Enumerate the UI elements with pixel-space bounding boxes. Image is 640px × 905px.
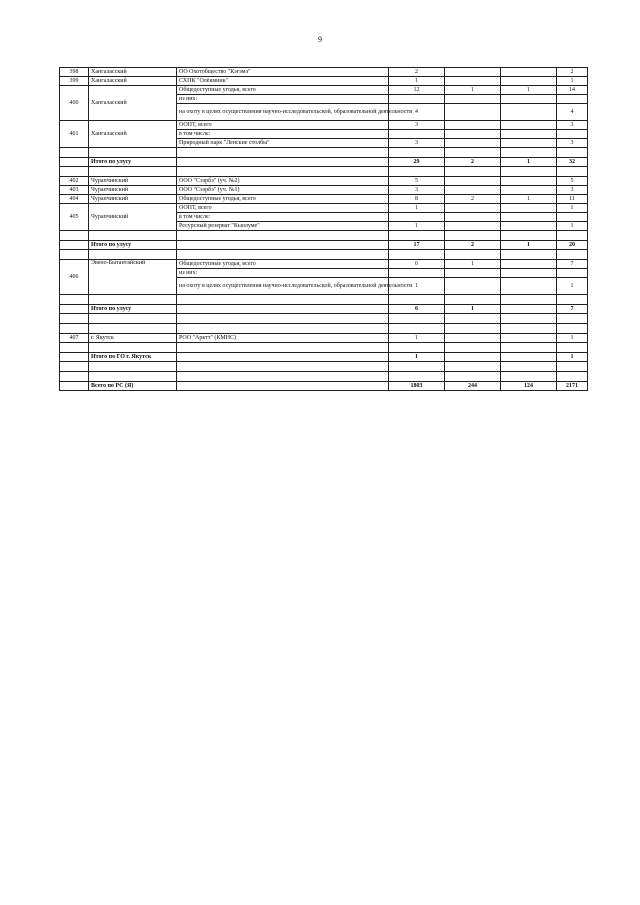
empty-row <box>60 362 588 372</box>
table-row <box>60 77 588 86</box>
row-number: 402 <box>60 177 89 186</box>
count-cell-2 <box>445 269 501 278</box>
table-row <box>60 204 588 213</box>
count-cell-3 <box>501 334 557 343</box>
ulus-cell: Чурапчинский <box>89 204 177 231</box>
empty-row <box>60 167 588 177</box>
total-cell: 20 <box>557 241 588 250</box>
organization-cell: ООПТ, всего <box>177 204 389 213</box>
empty-row <box>60 314 588 324</box>
row-number: 401 <box>60 121 89 148</box>
organization-cell: Общедоступные угодья, всего <box>177 195 389 204</box>
row-number: 407 <box>60 334 89 343</box>
count-cell-3 <box>501 269 557 278</box>
subtotal-label: Итого по ГО г. Якутск <box>89 353 177 362</box>
empty-row <box>60 231 588 241</box>
count-cell-3: 1 <box>501 195 557 204</box>
table-row <box>60 186 588 195</box>
total-cell: 1 <box>557 77 588 86</box>
count-cell-1 <box>389 269 445 278</box>
table-row <box>60 177 588 186</box>
total-cell <box>557 130 588 139</box>
table-row <box>60 195 588 204</box>
organization-cell: из них: <box>177 95 389 104</box>
total-cell: 3 <box>557 121 588 130</box>
total-cell: 3 <box>557 139 588 148</box>
count-cell-2 <box>445 121 501 130</box>
count-cell-2: 2 <box>445 158 501 167</box>
count-cell-3 <box>501 260 557 269</box>
organization-cell: Природный парк "Ленские столбы" <box>177 139 389 148</box>
subtotal-row <box>60 158 588 167</box>
count-cell-3: 1 <box>501 158 557 167</box>
count-cell-1: 6 <box>389 260 445 269</box>
count-cell-1 <box>389 95 445 104</box>
organization-cell: ОО Охотобщество "Кэгэмэ" <box>177 68 389 77</box>
empty-row <box>60 250 588 260</box>
count-cell-3 <box>501 278 557 295</box>
count-cell-3 <box>501 68 557 77</box>
row-number: 406 <box>60 260 89 295</box>
count-cell-1: 3 <box>389 121 445 130</box>
subtotal-label: Итого по улусу <box>89 241 177 250</box>
count-cell-2 <box>445 334 501 343</box>
ulus-cell: Эвено-Бытантайский <box>89 260 177 295</box>
count-cell-2: 1 <box>445 305 501 314</box>
count-cell-3: 124 <box>501 382 557 391</box>
count-cell-1: 1 <box>389 204 445 213</box>
count-cell-3 <box>501 95 557 104</box>
row-number: 404 <box>60 195 89 204</box>
subtotal-row <box>60 353 588 362</box>
total-cell: 7 <box>557 305 588 314</box>
count-cell-2 <box>445 68 501 77</box>
count-cell-3: 1 <box>501 86 557 95</box>
ulus-cell: Хангаласский <box>89 68 177 77</box>
count-cell-1: 1803 <box>389 382 445 391</box>
table-row <box>60 68 588 77</box>
subtotal-label: Итого по улусу <box>89 305 177 314</box>
table-row <box>60 121 588 130</box>
row-number: 405 <box>60 204 89 231</box>
ulus-cell: Хангаласский <box>89 121 177 148</box>
count-cell-3: 1 <box>501 241 557 250</box>
count-cell-2 <box>445 204 501 213</box>
total-cell: 3 <box>557 186 588 195</box>
organization-cell: ООПТ, всего <box>177 121 389 130</box>
table-row <box>60 260 588 269</box>
ulus-cell: Чурапчинский <box>89 186 177 195</box>
total-cell: 2 <box>557 68 588 77</box>
count-cell-2 <box>445 186 501 195</box>
count-cell-3 <box>501 121 557 130</box>
count-cell-1: 29 <box>389 158 445 167</box>
count-cell-1: 1 <box>389 353 445 362</box>
count-cell-1: 3 <box>389 139 445 148</box>
total-cell: 1 <box>557 334 588 343</box>
organization-cell: СХПК "Олёкминк" <box>177 77 389 86</box>
row-number: 403 <box>60 186 89 195</box>
count-cell-3 <box>501 104 557 121</box>
total-cell: 7 <box>557 260 588 269</box>
count-cell-1: 4 <box>389 104 445 121</box>
subtotal-row <box>60 241 588 250</box>
count-cell-1 <box>389 213 445 222</box>
total-cell: 1 <box>557 278 588 295</box>
count-cell-2: 244 <box>445 382 501 391</box>
count-cell-3 <box>501 177 557 186</box>
subtotal-label: Итого по улусу <box>89 158 177 167</box>
total-cell <box>557 213 588 222</box>
count-cell-2 <box>445 177 501 186</box>
total-cell: 5 <box>557 177 588 186</box>
empty-row <box>60 295 588 305</box>
subtotal-row <box>60 305 588 314</box>
count-cell-2: 2 <box>445 241 501 250</box>
ulus-cell: г. Якутск <box>89 334 177 343</box>
count-cell-3 <box>501 353 557 362</box>
total-cell <box>557 95 588 104</box>
count-cell-2 <box>445 77 501 86</box>
organization-cell: в том числе: <box>177 130 389 139</box>
count-cell-3 <box>501 222 557 231</box>
total-cell: 1 <box>557 204 588 213</box>
count-cell-3 <box>501 130 557 139</box>
count-cell-1: 1 <box>389 77 445 86</box>
organization-cell: в том числе: <box>177 213 389 222</box>
count-cell-2: 2 <box>445 195 501 204</box>
count-cell-2 <box>445 278 501 295</box>
page-number: 9 <box>318 35 322 44</box>
organization-cell: на охоту в целях осуществления научно-исследовательской, образовательной деятельности <box>177 104 389 121</box>
organization-cell: РОО "Арктт" (КМНС) <box>177 334 389 343</box>
count-cell-3 <box>501 77 557 86</box>
ulus-cell: Чурапчинский <box>89 195 177 204</box>
ulus-cell: Хангаласский <box>89 77 177 86</box>
total-cell: 32 <box>557 158 588 167</box>
count-cell-2: 1 <box>445 260 501 269</box>
organization-cell: Ресурсный резерват "Кыолуме" <box>177 222 389 231</box>
total-cell: 14 <box>557 86 588 95</box>
empty-row <box>60 324 588 334</box>
ulus-cell: Хангаласский <box>89 86 177 121</box>
empty-row <box>60 372 588 382</box>
count-cell-1: 6 <box>389 305 445 314</box>
total-cell <box>557 269 588 278</box>
hunting-grounds-table <box>59 67 588 391</box>
count-cell-2 <box>445 104 501 121</box>
grand-total-label: Всего по РС (Я) <box>89 382 177 391</box>
count-cell-2 <box>445 95 501 104</box>
count-cell-2 <box>445 213 501 222</box>
count-cell-1: 1 <box>389 222 445 231</box>
count-cell-2 <box>445 222 501 231</box>
empty-row <box>60 343 588 353</box>
count-cell-2 <box>445 353 501 362</box>
count-cell-1: 5 <box>389 177 445 186</box>
ulus-cell: Чурапчинский <box>89 177 177 186</box>
row-number: 400 <box>60 86 89 121</box>
grand-total-row <box>60 382 588 391</box>
organization-cell: на охоту в целях осуществления научно-исследовательской, образовательной деятельности <box>177 278 389 295</box>
count-cell-2 <box>445 130 501 139</box>
organization-cell: Общедоступные угодья, всего <box>177 260 389 269</box>
count-cell-1: 12 <box>389 86 445 95</box>
total-cell: 1 <box>557 222 588 231</box>
row-number: 399 <box>60 77 89 86</box>
row-number: 398 <box>60 68 89 77</box>
count-cell-3 <box>501 204 557 213</box>
total-cell: 11 <box>557 195 588 204</box>
table-row <box>60 86 588 95</box>
count-cell-1 <box>389 130 445 139</box>
organization-cell: из них: <box>177 269 389 278</box>
empty-row <box>60 148 588 158</box>
total-cell: 1 <box>557 353 588 362</box>
count-cell-1: 17 <box>389 241 445 250</box>
count-cell-2 <box>445 139 501 148</box>
count-cell-1: 1 <box>389 278 445 295</box>
count-cell-3 <box>501 139 557 148</box>
count-cell-3 <box>501 213 557 222</box>
table-row <box>60 334 588 343</box>
organization-cell: Общедоступные угодья, всего <box>177 86 389 95</box>
count-cell-3 <box>501 305 557 314</box>
count-cell-1: 1 <box>389 334 445 343</box>
total-cell: 4 <box>557 104 588 121</box>
count-cell-2: 1 <box>445 86 501 95</box>
total-cell: 2171 <box>557 382 588 391</box>
count-cell-3 <box>501 186 557 195</box>
count-cell-1: 8 <box>389 195 445 204</box>
organization-cell: ООО "Сээрбэ" (уч. №1) <box>177 186 389 195</box>
organization-cell: ООО "Сээрбэ" (уч. №2) <box>177 177 389 186</box>
count-cell-1: 3 <box>389 186 445 195</box>
count-cell-1: 2 <box>389 68 445 77</box>
